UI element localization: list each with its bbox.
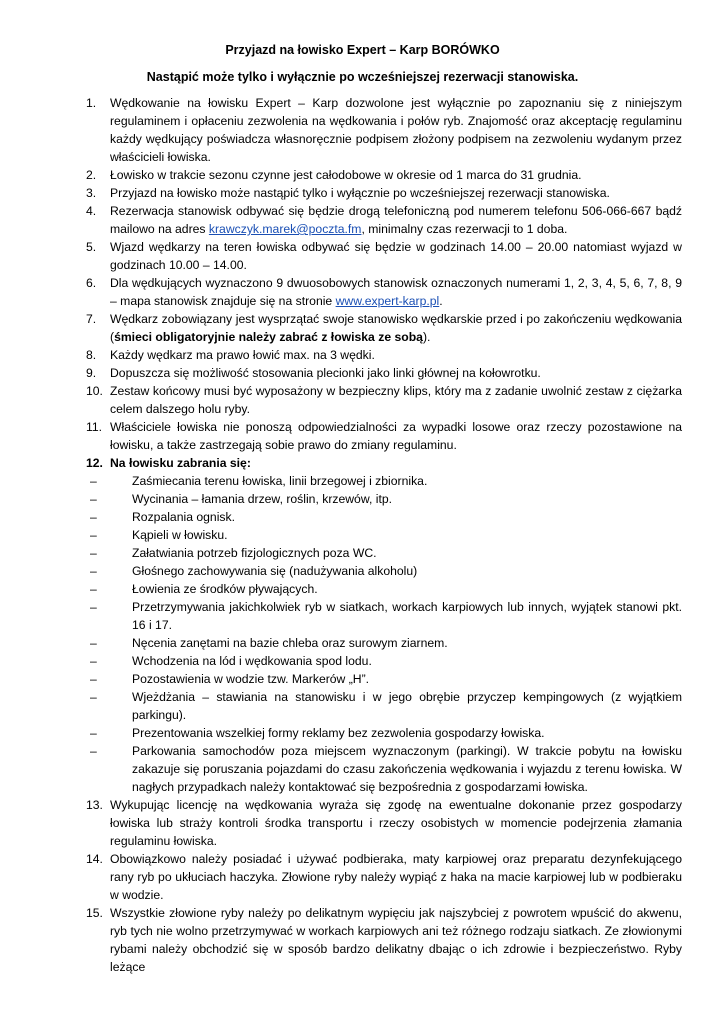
rule-item	[86, 274, 682, 310]
dash-bullet: –	[90, 636, 97, 650]
prohibition-item	[86, 580, 682, 598]
rule-number: 12.	[86, 456, 103, 470]
rule-item	[86, 346, 682, 364]
prohibition-item	[86, 472, 682, 490]
prohibition-text: Głośnego zachowywania się (nadużywania alkoholu)	[132, 564, 418, 578]
rule-item	[86, 850, 682, 904]
prohibition-text: Przetrzymywania jakichkolwiek ryb w siatkach, workach karpiowych lub innych, wyjątek stanowi pkt. 16 i 17.	[132, 600, 682, 632]
rule-text: Wędkarz zobowiązany jest wysprzątać swoje stanowisko wędkarskie przed i po zakończeniu wędkowania (	[110, 312, 682, 344]
dash-bullet: –	[90, 654, 97, 668]
prohibition-text: Rozpalania ognisk.	[132, 510, 235, 524]
rule-text: Obowiązkowo należy posiadać i używać podbieraka, maty karpiowej oraz preparatu dezynfekującego rany ryb po ukłuciach haczyka. Złowione ryby należy wypiąć z haka na macie karpiowej lub w podbieraku w wodzie.	[110, 852, 682, 902]
rule-item	[86, 364, 682, 382]
dash-bullet: –	[90, 528, 97, 542]
prohibition-item	[86, 598, 682, 634]
dash-bullet: –	[90, 492, 97, 506]
prohibitions-list	[86, 472, 682, 796]
prohibition-item	[86, 724, 682, 742]
dash-bullet: –	[90, 600, 97, 614]
rule-number: 4.	[86, 204, 97, 218]
rule-text-after: ).	[422, 330, 431, 344]
rule-number: 9.	[86, 366, 97, 380]
prohibitions-heading: Na łowisku zabrania się:	[110, 456, 251, 470]
prohibition-item	[86, 562, 682, 580]
dash-bullet: –	[90, 690, 97, 704]
prohibition-text: Prezentowania wszelkiej formy reklamy bez zezwolenia gospodarzy łowiska.	[132, 726, 545, 740]
prohibition-item	[86, 652, 682, 670]
rule-text: Każdy wędkarz ma prawo łowić max. na 3 wędki.	[110, 348, 375, 362]
prohibition-item	[86, 508, 682, 526]
rule-text-after: , minimalny czas rezerwacji to 1 doba.	[361, 222, 568, 236]
rules-list	[86, 94, 682, 976]
rule-number: 11.	[86, 420, 103, 434]
prohibition-item	[86, 688, 682, 724]
prohibition-text: Załatwiania potrzeb fizjologicznych poza WC.	[132, 546, 377, 560]
rule-text: Wędkowanie na łowisku Expert – Karp dozwolone jest wyłącznie po zapoznaniu się z niniejszym regulaminem i opłaceniu zezwolenia na wędkowania i połów ryb. Znajomość oraz akceptację regulaminu każdy wędkujący poświadcza własnoręcznie podpisem złożony podpisem na zezwoleniu wydanym przez właścicieli łowiska.	[110, 96, 682, 164]
prohibition-item	[86, 544, 682, 562]
rule-number: 13.	[86, 798, 103, 812]
rule-text: Łowisko w trakcie sezonu czynne jest całodobowe w okresie od 1 marca do 31 grudnia.	[110, 168, 582, 182]
rule-number: 15.	[86, 906, 103, 920]
prohibition-text: Parkowania samochodów poza miejscem wyznaczonym (parkingi). W trakcie pobytu na łowisku zakazuje się poruszania pojazdami do czasu zakończenia wędkowania i wyjazdu z terenu łowiska. W nagłych przypadkach należy kontaktować się bezpośrednia z gospodarzami łowiska.	[132, 744, 682, 794]
rule-text: Przyjazd na łowisko może nastąpić tylko i wyłącznie po wcześniejszej rezerwacji stanowiska.	[110, 186, 610, 200]
rule-item	[86, 202, 682, 238]
prohibition-text: Wchodzenia na lód i wędkowania spod lodu.	[132, 654, 372, 668]
rule-number: 10.	[86, 384, 103, 398]
rule-text: Wjazd wędkarzy na teren łowiska odbywać się będzie w godzinach 14.00 – 20.00 natomiast wyjazd w godzinach 10.00 – 14.00.	[110, 240, 682, 272]
document-subtitle: Nastąpić może tylko i wyłącznie po wcześniejszej rezerwacji stanowiska.	[146, 70, 579, 84]
rule-text: Wszystkie złowione ryby należy po delikatnym wypięciu jak najszybciej z powrotem wpuścić do akwenu, ryb tych nie wolno przetrzymywać w workach karpiowych ani też różnego rodzaju siatkach. Ze złowionymi rybami należy obchodzić się w sposób bardzo delikatny dbając o ich zdrowie i bezpieczeństwo. Ryby leżące	[110, 906, 682, 974]
document-title: Przyjazd na łowisko Expert – Karp BORÓWKO	[225, 43, 500, 57]
rule-text-after: .	[439, 294, 443, 308]
prohibition-item	[86, 490, 682, 508]
prohibition-text: Kąpieli w łowisku.	[132, 528, 228, 542]
prohibition-text: Pozostawienia w wodzie tzw. Markerów „H”.	[132, 672, 370, 686]
email-link[interactable]: krawczyk.marek@poczta.fm	[208, 222, 362, 236]
rule-number: 3.	[86, 186, 97, 200]
rule-item	[86, 796, 682, 850]
prohibition-text: Wjeżdżania – stawiania na stanowisku i w jego obrębie przyczep kempingowych (z wyjątkiem parkingu).	[132, 690, 682, 722]
rule-item	[86, 382, 682, 418]
prohibition-item	[86, 670, 682, 688]
website-link[interactable]: www.expert-karp.pl	[335, 294, 440, 308]
dash-bullet: –	[90, 546, 97, 560]
rule-text: Wykupując licencję na wędkowania wyraża się zgodę na ewentualne dokonanie przez gospodarzy łowiska lub straży kontroli środka transportu i rzeczy osobistych w momencie podejrzenia złamania regulaminu łowiska.	[110, 798, 682, 848]
rule-item	[86, 904, 682, 976]
prohibition-item	[86, 634, 682, 652]
dash-bullet: –	[90, 744, 97, 758]
rule-number: 5.	[86, 240, 97, 254]
dash-bullet: –	[90, 510, 97, 524]
rule-text: Rezerwacja stanowisk odbywać się będzie drogą telefoniczną pod numerem telefonu 506-066-667 bądź mailowo na adres	[110, 204, 682, 236]
dash-bullet: –	[90, 582, 97, 596]
rule-item-prohibitions	[86, 454, 682, 796]
rule-item	[86, 94, 682, 166]
prohibition-text: Łowienia ze środków pływających.	[132, 582, 318, 596]
prohibition-text: Zaśmiecania terenu łowiska, linii brzegowej i zbiornika.	[132, 474, 428, 488]
rule-number: 6.	[86, 276, 97, 290]
prohibition-item	[86, 742, 682, 796]
prohibition-text: Nęcenia zanętami na bazie chleba oraz surowym ziarnem.	[132, 636, 448, 650]
rule-text: Dopuszcza się możliwość stosowania plecionki jako linki głównej na kołowrotku.	[110, 366, 541, 380]
dash-bullet: –	[90, 564, 97, 578]
prohibition-text: Wycinania – łamania drzew, roślin, krzewów, itp.	[132, 492, 392, 506]
rule-number: 8.	[86, 348, 97, 362]
rule-item	[86, 184, 682, 202]
rule-number: 7.	[86, 312, 97, 326]
rule-item	[86, 418, 682, 454]
rule-item	[86, 310, 682, 346]
rule-number: 2.	[86, 168, 97, 182]
rule-bold-text: śmieci obligatoryjnie należy zabrać z łowiska ze sobą	[114, 330, 423, 344]
dash-bullet: –	[90, 726, 97, 740]
rule-text: Właściciele łowiska nie ponoszą odpowiedzialności za wypadki losowe oraz rzeczy pozostawione na łowisku, a także zastrzegają sobie prawo do zmiany regulaminu.	[110, 420, 682, 452]
rule-text: Dla wędkujących wyznaczono 9 dwuosobowych stanowisk oznaczonych numerami 1, 2, 3, 4, 5, 6, 7, 8, 9 – mapa stanowisk znajduje się na stronie	[110, 276, 682, 308]
dash-bullet: –	[90, 474, 97, 488]
rule-number: 1.	[86, 96, 97, 110]
dash-bullet: –	[90, 672, 97, 686]
rule-number: 14.	[86, 852, 103, 866]
rule-text: Zestaw końcowy musi być wyposażony w bezpieczny klips, który ma z zadanie uwolnić zestaw z ciężarka celem dalszego holu ryby.	[110, 384, 682, 416]
rule-item	[86, 238, 682, 274]
rule-item	[86, 166, 682, 184]
prohibition-item	[86, 526, 682, 544]
